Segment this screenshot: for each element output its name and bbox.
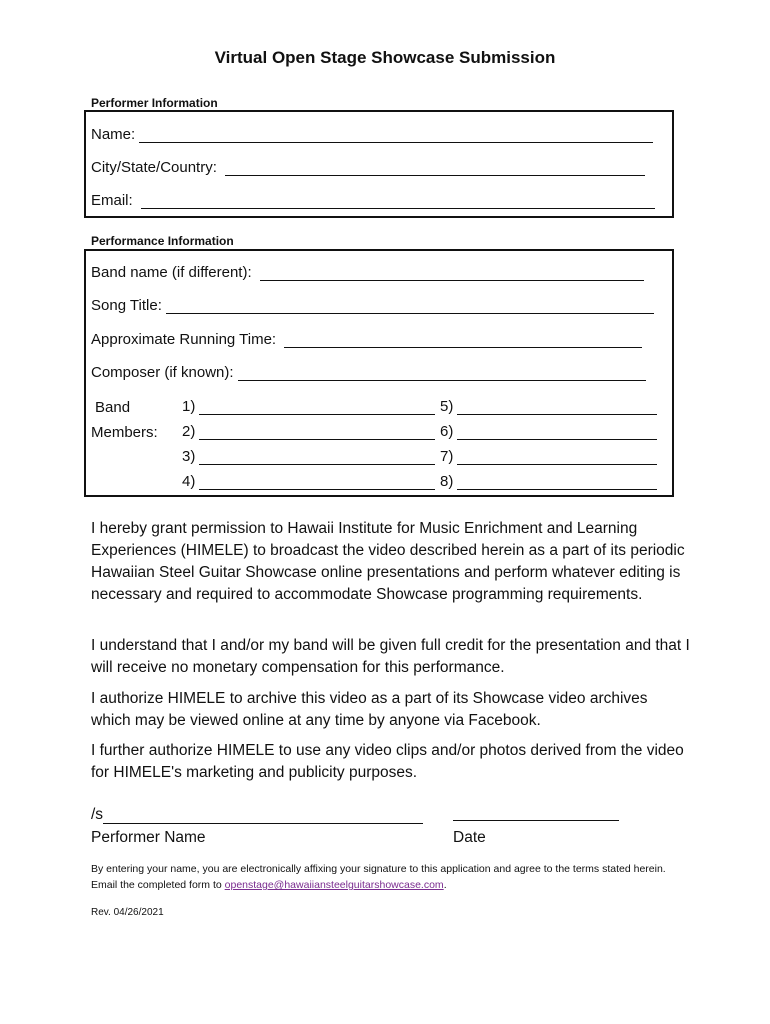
city-field[interactable] bbox=[91, 159, 645, 176]
submission-email-link[interactable]: openstage@hawaiiansteelguitarshowcase.com bbox=[224, 879, 444, 891]
member-7-number: 7) bbox=[440, 448, 454, 465]
member-1-number: 1) bbox=[182, 398, 196, 415]
member-8-number: 8) bbox=[440, 473, 454, 490]
revision-date: Rev. 04/26/2021 bbox=[91, 907, 164, 918]
running-time-label: Approximate Running Time: bbox=[91, 331, 277, 348]
marketing-paragraph: I further authorize HIMELE to use any video clips and/or photos derived from the video for HIMELE's marketing and publicity purposes. bbox=[91, 742, 684, 781]
member-5-input-line[interactable] bbox=[457, 400, 657, 415]
member-8-input-line[interactable] bbox=[457, 475, 657, 490]
note-text: By entering your name, you are electronically affixing your signature to this application and agree to the terms stated herein. Email the completed form to bbox=[91, 863, 666, 891]
member-4-input-line[interactable] bbox=[199, 475, 435, 490]
performer-name-label: Performer Name bbox=[91, 829, 206, 846]
performance-section-label: Performance Information bbox=[91, 234, 234, 248]
city-input-line[interactable] bbox=[225, 161, 645, 176]
member-6-input-line[interactable] bbox=[457, 425, 657, 440]
composer-field[interactable] bbox=[91, 364, 646, 381]
member-7-field[interactable] bbox=[440, 448, 657, 465]
member-3-field[interactable] bbox=[182, 448, 435, 465]
signature-field[interactable] bbox=[91, 806, 423, 824]
credit-paragraph: I understand that I and/or my band will be given full credit for the presentation and that I will receive no monetary compensation for this performance. bbox=[91, 637, 690, 676]
email-input-line[interactable] bbox=[141, 194, 655, 209]
performance-info-box bbox=[84, 249, 674, 497]
performer-section-label: Performer Information bbox=[91, 96, 218, 110]
member-6-field[interactable] bbox=[440, 423, 657, 440]
date-input-line[interactable] bbox=[453, 806, 619, 821]
email-field[interactable] bbox=[91, 192, 655, 209]
member-2-input-line[interactable] bbox=[199, 425, 435, 440]
band-name-input-line[interactable] bbox=[260, 266, 644, 281]
member-1-field[interactable] bbox=[182, 398, 435, 415]
member-1-input-line[interactable] bbox=[199, 400, 435, 415]
member-5-field[interactable] bbox=[440, 398, 657, 415]
composer-label: Composer (if known): bbox=[91, 364, 234, 381]
member-4-number: 4) bbox=[182, 473, 196, 490]
member-6-number: 6) bbox=[440, 423, 454, 440]
song-title-field[interactable] bbox=[91, 297, 654, 314]
member-4-field[interactable] bbox=[182, 473, 435, 490]
member-2-field[interactable] bbox=[182, 423, 435, 440]
band-name-field[interactable] bbox=[91, 264, 644, 281]
running-time-input-line[interactable] bbox=[284, 333, 642, 348]
date-field[interactable] bbox=[453, 806, 619, 821]
performer-info-box bbox=[84, 110, 674, 218]
composer-input-line[interactable] bbox=[238, 366, 646, 381]
band-label: Band bbox=[95, 399, 131, 416]
member-3-input-line[interactable] bbox=[199, 450, 435, 465]
note-end: . bbox=[443, 879, 447, 891]
band-name-label: Band name (if different): bbox=[91, 264, 252, 281]
signature-prefix: /s bbox=[91, 806, 104, 823]
member-5-number: 5) bbox=[440, 398, 454, 415]
member-8-field[interactable] bbox=[440, 473, 657, 490]
member-2-number: 2) bbox=[182, 423, 196, 440]
archive-paragraph: I authorize HIMELE to archive this video as a part of its Showcase video archives which may be viewed online at any time by anyone via Facebook. bbox=[91, 690, 648, 729]
running-time-field[interactable] bbox=[91, 331, 642, 348]
members-label: Members: bbox=[91, 424, 158, 441]
date-label: Date bbox=[453, 829, 486, 846]
member-7-input-line[interactable] bbox=[457, 450, 657, 465]
name-input-line[interactable] bbox=[139, 128, 653, 143]
page-title: Virtual Open Stage Showcase Submission bbox=[214, 48, 556, 67]
name-field[interactable] bbox=[91, 126, 653, 143]
signature-input-line[interactable] bbox=[103, 809, 423, 824]
electronic-signature-note bbox=[91, 861, 691, 893]
permission-paragraph: I hereby grant permission to Hawaii Institute for Music Enrichment and Learning Experiences (HIMELE) to broadcast the video described herein as a part of its periodic Hawaiian Steel Guitar Showcase online presentations and perform whatever editing is necessary and required to accommodate Showcase programming requirements. bbox=[91, 520, 685, 603]
email-label: Email: bbox=[91, 192, 133, 209]
name-label: Name: bbox=[91, 126, 136, 143]
band-members-label bbox=[91, 395, 158, 445]
song-title-input-line[interactable] bbox=[166, 299, 654, 314]
city-label: City/State/Country: bbox=[91, 159, 217, 176]
song-title-label: Song Title: bbox=[91, 297, 162, 314]
member-3-number: 3) bbox=[182, 448, 196, 465]
